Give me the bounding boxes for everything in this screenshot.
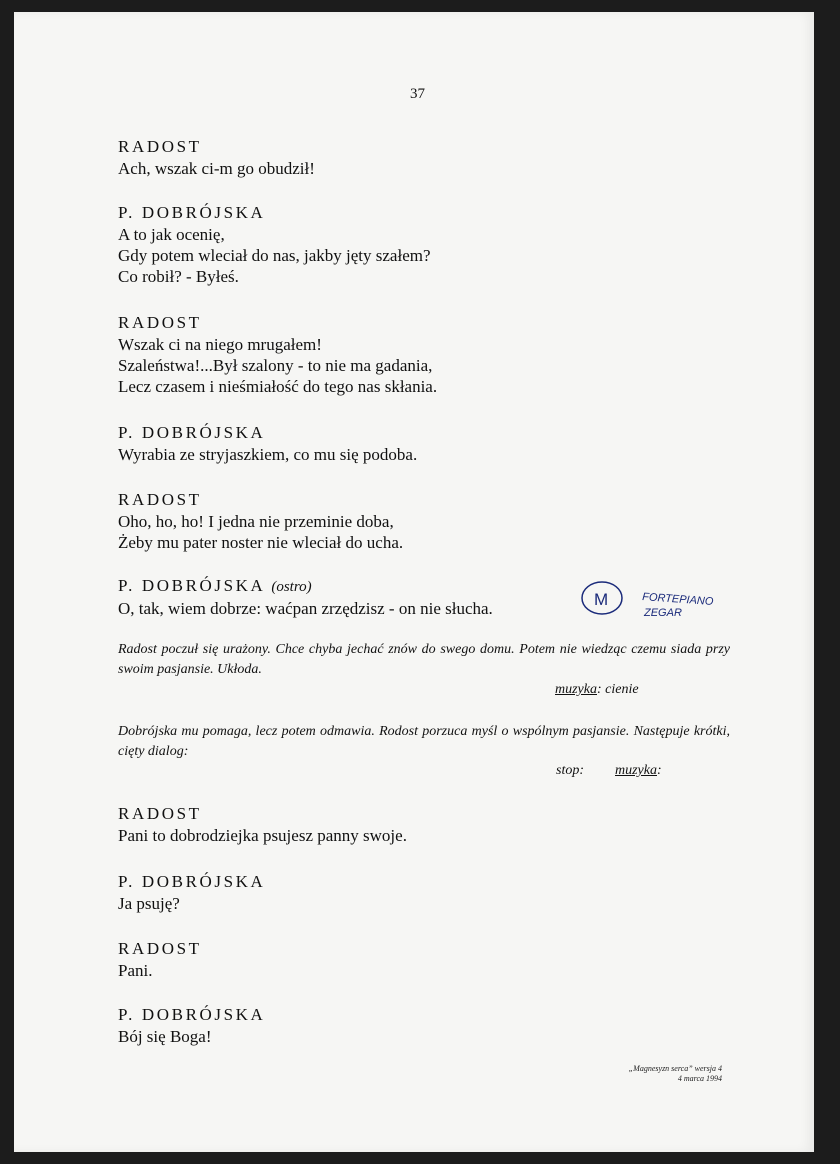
dialogue-block (118, 202, 431, 287)
music-cue-text: : (657, 763, 662, 778)
music-stop-cue (556, 763, 662, 779)
handwritten-annotation-drawing (580, 578, 770, 628)
speaker-name: P. DOBRÓJSKA (118, 1005, 266, 1024)
footer-title: „Magnesyzn serca” wersja 4 (628, 1064, 722, 1073)
music-cue-word: muzyka (555, 682, 597, 697)
dialogue-line: Gdy potem wleciał do nas, jakby jęty szałem? (118, 246, 431, 265)
handwritten-line: ZEGAR (644, 607, 682, 619)
stage-direction: Radost poczuł się urażony. Chce chyba jechać znów do swego domu. Potem nie wiedząc czemu siada przy swoim pasjansie. Ukłoda. (118, 642, 730, 677)
speaker-name: RADOST (118, 490, 202, 509)
speaker-name: RADOST (118, 137, 202, 156)
footer-date: 4 marca 1994 (677, 1074, 722, 1083)
music-stop-prefix: stop: (556, 763, 584, 778)
dialogue-block (118, 575, 493, 619)
speaker-name (118, 575, 493, 598)
stage-direction: Dobrójska mu pomaga, lecz potem odmawia. Rodost porzuca myśl o wspólnym pasjansie. Następuje krótki, cięty dialog: (118, 724, 730, 759)
dialogue-line: Lecz czasem i nieśmiałość do tego nas skłania. (118, 377, 438, 396)
music-cue (555, 682, 639, 698)
dialogue-block (118, 871, 265, 914)
speaker-name: P. DOBRÓJSKA (118, 203, 266, 222)
speaker-name: P. DOBRÓJSKA (118, 423, 266, 442)
dialogue-line: Ach, wszak ci-m go obudził! (118, 159, 315, 178)
dialogue-block (118, 136, 315, 179)
music-cue-word: muzyka (615, 763, 657, 778)
dialogue-line: Bój się Boga! (118, 1027, 212, 1046)
speaker-name: RADOST (118, 313, 202, 332)
dialogue-block (118, 312, 437, 397)
dialogue-line: Wszak ci na niego mrugałem! (118, 335, 322, 354)
dialogue-line: Wyrabia ze stryjaszkiem, co mu się podoba. (118, 445, 418, 464)
dialogue-block (118, 803, 407, 846)
speaker-name: RADOST (118, 939, 202, 958)
dialogue-line: Pani to dobrodziejka psujesz panny swoje. (118, 826, 407, 845)
dialogue-line: O, tak, wiem dobrze: waćpan zrzędzisz - on nie słucha. (118, 599, 493, 618)
dialogue-line: Szaleństwa!...Był szalony - to nie ma gadania, (118, 356, 433, 375)
dialogue-block (118, 938, 202, 981)
dialogue-block (118, 489, 403, 553)
dialogue-block (118, 422, 417, 465)
dialogue-line: A to jak ocenię, (118, 225, 225, 244)
speaker-label: P. DOBRÓJSKA (118, 576, 265, 595)
dialogue-line: Ja psuję? (118, 894, 180, 913)
speaker-name: P. DOBRÓJSKA (118, 872, 266, 891)
speaker-name: RADOST (118, 804, 202, 823)
dialogue-line: Co robił? - Byłeś. (118, 267, 239, 286)
dialogue-line: Pani. (118, 961, 153, 980)
inline-stage-direction: (ostro) (271, 579, 312, 595)
page-footer (629, 1064, 722, 1084)
dialogue-block (118, 1004, 265, 1047)
handwritten-line: FORTEPIANO (641, 591, 714, 608)
dialogue-line: Żeby mu pater noster nie wleciał do ucha. (118, 533, 404, 552)
music-cue-text: : cienie (597, 682, 639, 697)
page-number: 37 (410, 86, 425, 102)
handwritten-annotation (580, 578, 770, 628)
dialogue-line: Oho, ho, ho! I jedna nie przeminie doba, (118, 512, 394, 531)
handwritten-circle-letter: M (594, 590, 609, 609)
